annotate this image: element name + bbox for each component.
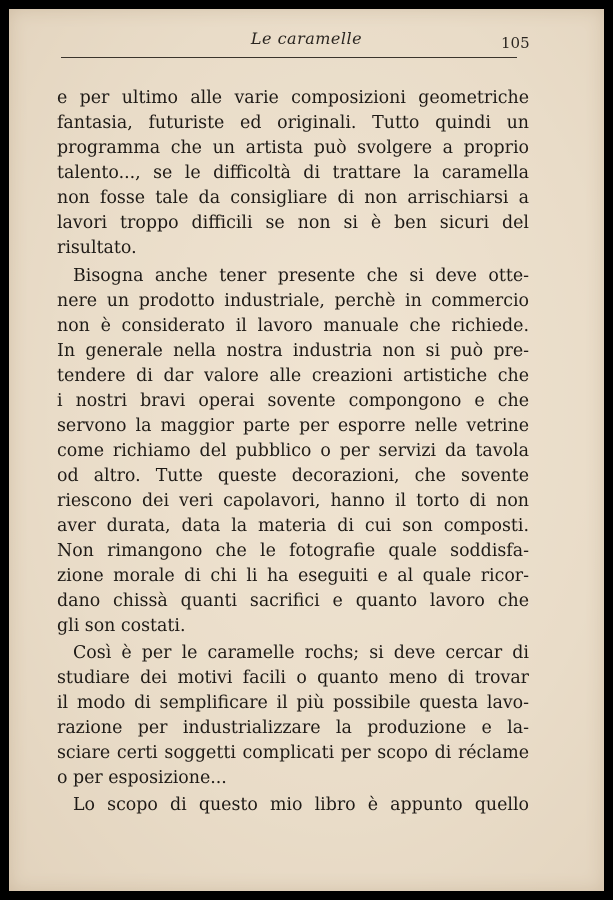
text-line: lavori troppo difficili se non si è ben sicuri del xyxy=(57,213,529,233)
text-line: dano chissà quanti sacrifici e quanto lavoro che xyxy=(57,591,529,611)
text-line: nere un prodotto industriale, perchè in commercio xyxy=(57,291,529,311)
text-line: riescono dei veri capolavori, hanno il torto di non xyxy=(57,491,529,511)
page-number: 105 xyxy=(501,34,530,52)
paragraph-first-line: Bisogna anche tener presente che si deve otte- xyxy=(73,266,529,286)
paragraph-first-line: Così è per le caramelle rochs; si deve cercar di xyxy=(73,643,529,663)
text-line: Non rimangono che le fotografie quale soddisfa- xyxy=(57,541,529,561)
paragraph-first-line: Lo scopo di questo mio libro è appunto quello xyxy=(73,795,529,815)
running-title: Le caramelle xyxy=(250,29,363,48)
text-line: fantasia, futuriste ed originali. Tutto quindi un xyxy=(57,113,529,133)
text-line: non è considerato il lavoro manuale che richiede. xyxy=(57,316,529,336)
text-line: o per esposizione... xyxy=(57,768,227,788)
text-line: risultato. xyxy=(57,238,137,258)
text-line: i nostri bravi operai sovente compongono e che xyxy=(57,391,529,411)
text-line: e per ultimo alle varie composizioni geometriche xyxy=(57,88,529,108)
text-line: In generale nella nostra industria non si può pre- xyxy=(57,341,529,361)
body-text xyxy=(9,9,604,891)
text-line: sciare certi soggetti complicati per scopo di réclame xyxy=(57,743,529,763)
text-line: talento..., se le difficoltà di trattare la caramella xyxy=(57,163,529,183)
book-page xyxy=(9,9,604,891)
text-line: programma che un artista può svolgere a proprio xyxy=(57,138,529,158)
text-line: non fosse tale da consigliare di non arrischiarsi a xyxy=(57,188,529,208)
text-line: tendere di dar valore alle creazioni artistiche che xyxy=(57,366,529,386)
text-line: il modo di semplificare il più possibile questa lavo- xyxy=(57,693,529,713)
text-line: servono la maggior parte per esporre nelle vetrine xyxy=(57,416,529,436)
text-line: od altro. Tutte queste decorazioni, che sovente xyxy=(57,466,529,486)
text-line: zione morale di chi li ha eseguiti e al quale ricor- xyxy=(57,566,529,586)
text-line: studiare dei motivi facili o quanto meno di trovar xyxy=(57,668,529,688)
text-line: come richiamo del pubblico o per servizi da tavola xyxy=(57,441,529,461)
text-line: gli son costati. xyxy=(57,616,186,636)
text-line: aver durata, data la materia di cui son composti. xyxy=(57,516,529,536)
text-line: razione per industrializzare la produzione e la- xyxy=(57,718,529,738)
